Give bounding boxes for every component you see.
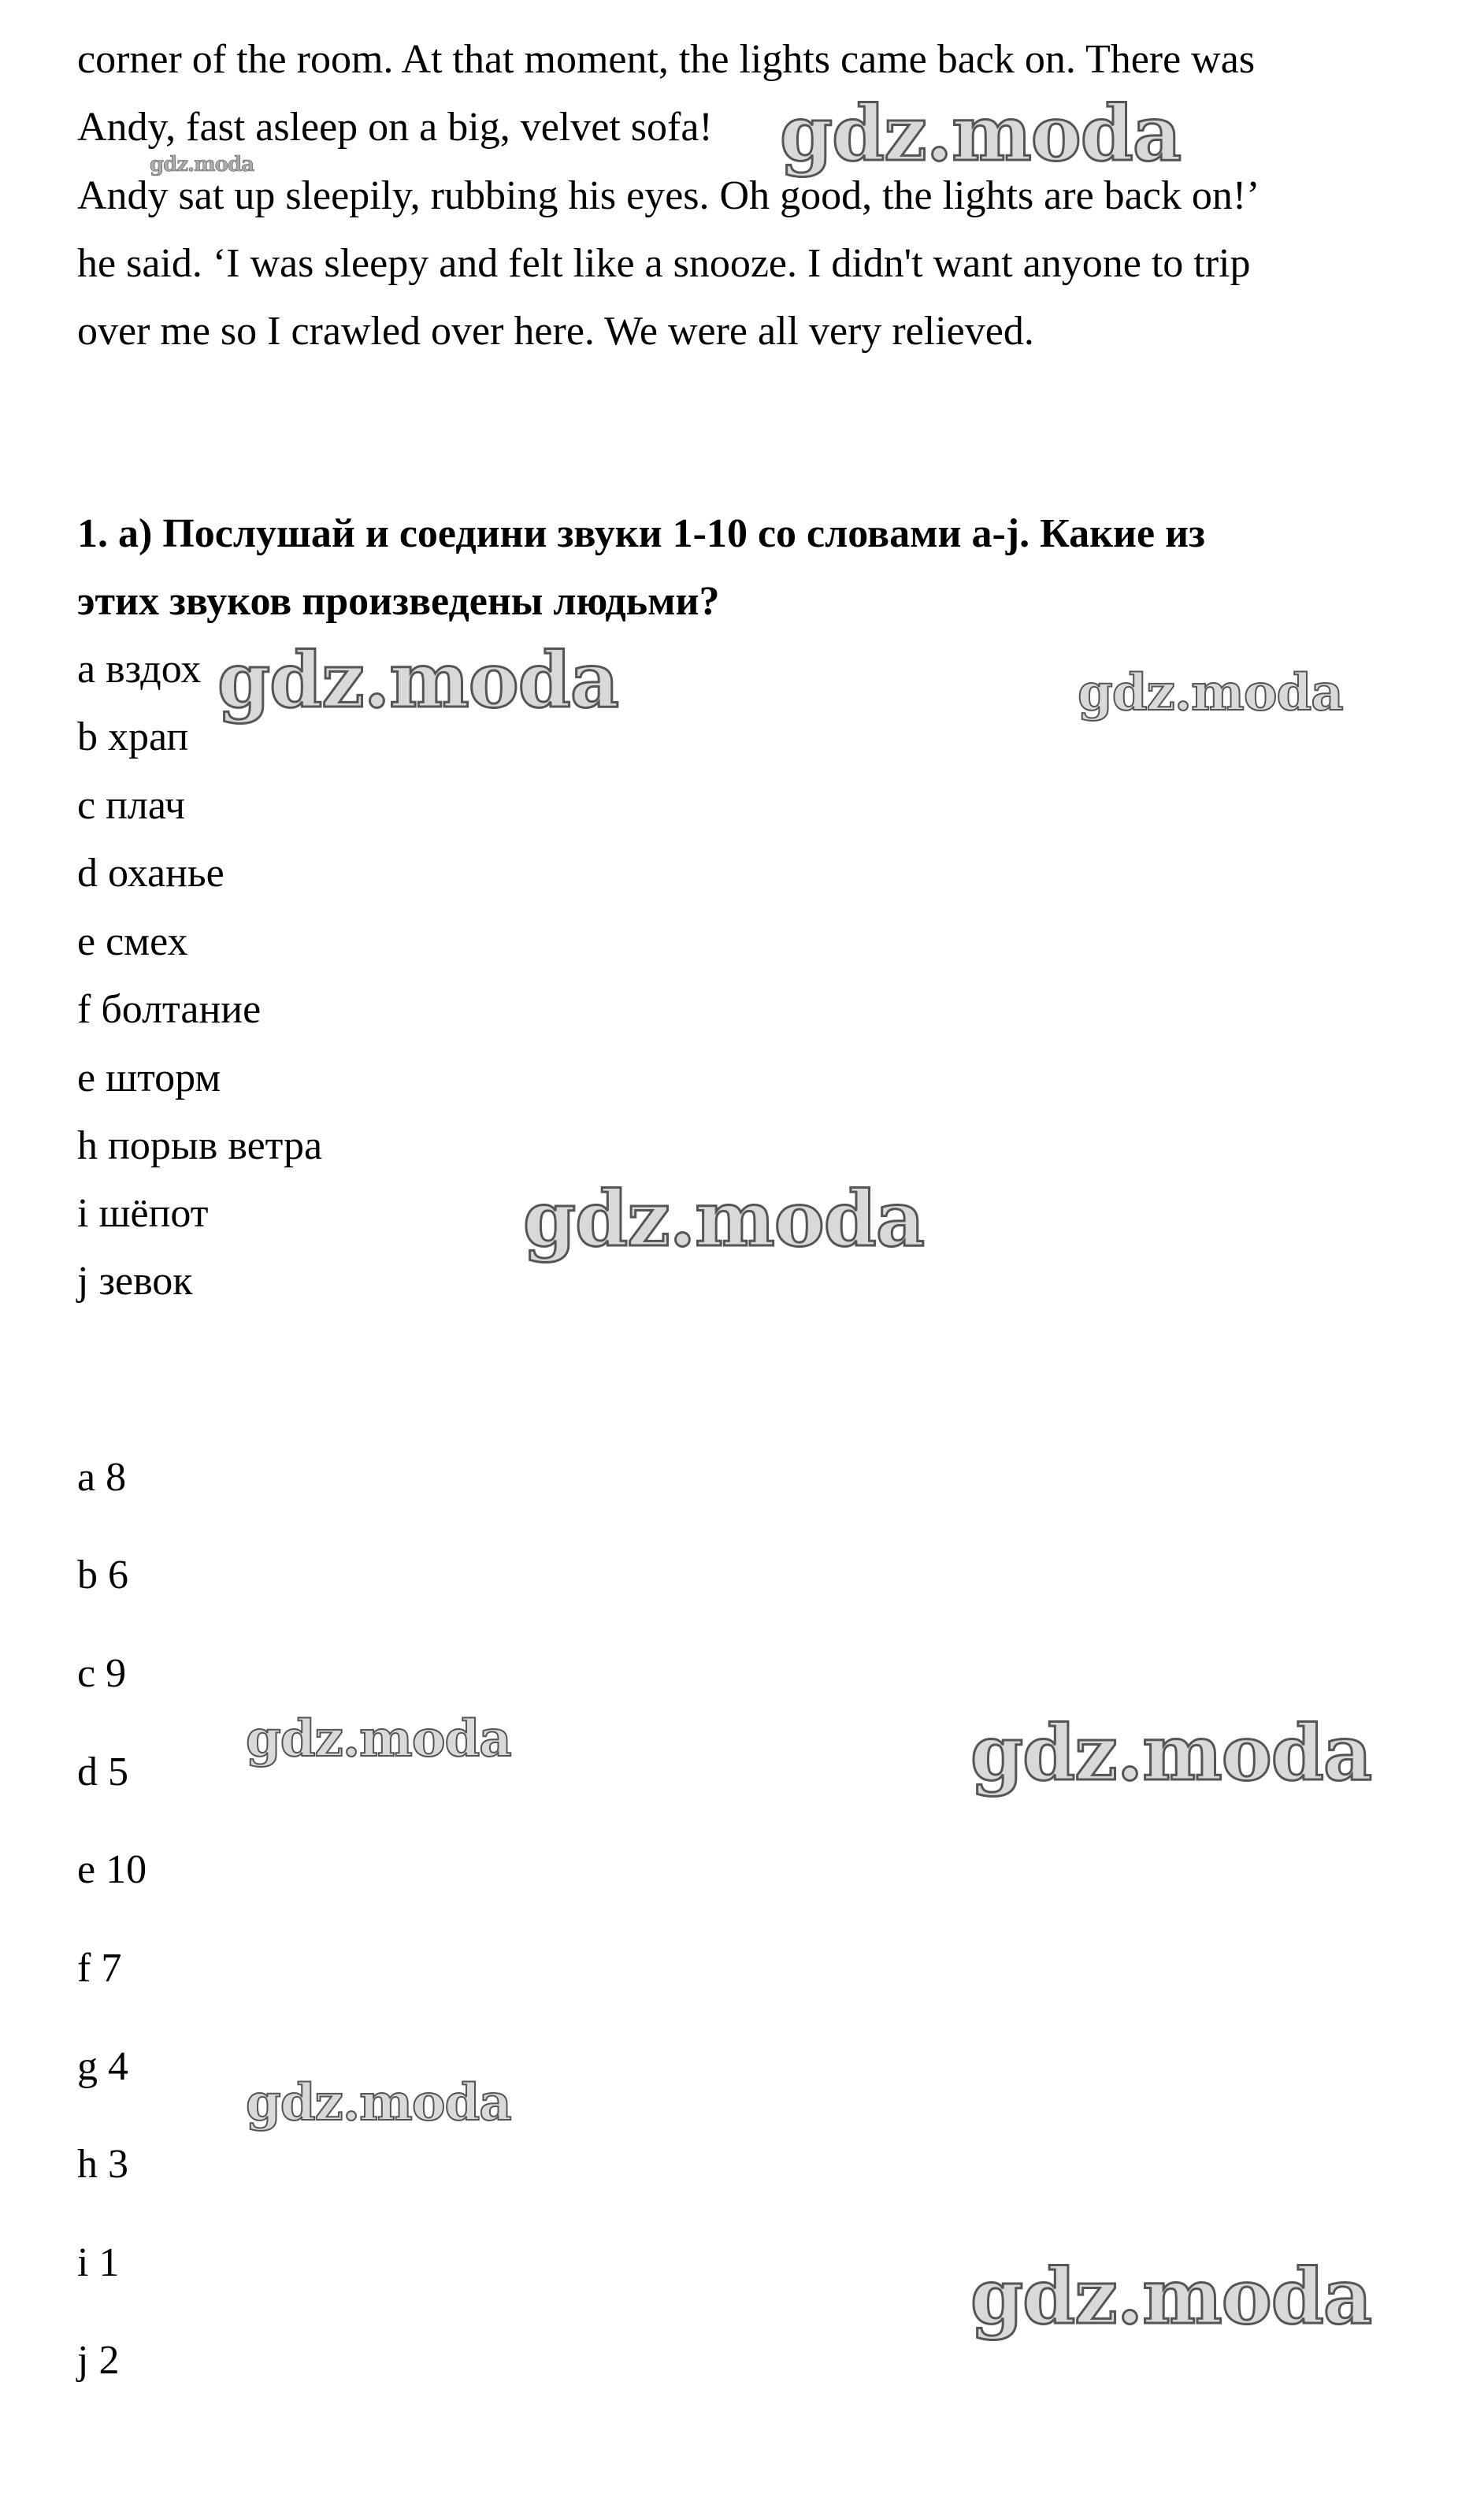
answer-item: g 4 [77,2044,128,2089]
answer-item: d 5 [77,1750,128,1794]
story-line-5: over me so I crawled over here. We were all very relieved. [77,309,1034,354]
vocab-item: h порыв ветра [77,1123,323,1168]
answer-item: f 7 [77,1946,122,1991]
watermark: gdz.moda [970,1709,1372,1798]
watermark: gdz.moda [1078,663,1343,722]
answer-item: j 2 [77,2338,120,2383]
watermark: gdz.moda [970,2252,1372,2341]
watermark: gdz.moda [246,1709,511,1768]
vocab-item: d оханье [77,851,224,896]
watermark: gdz.moda [150,153,254,176]
story-line-2: Andy, fast asleep on a big, velvet sofa! [77,105,713,150]
watermark: gdz.moda [246,2073,511,2132]
vocab-item: a вздох [77,647,202,692]
vocab-item: j зевок [77,1259,193,1304]
story-line-1: corner of the room. At that moment, the lights came back on. There was [77,37,1256,82]
story-line-3: Andy sat up sleepily, rubbing his eyes. Oh good, the lights are back on!’ [77,173,1260,218]
answer-item: h 3 [77,2142,128,2187]
story-line-4: he said. ‘I was sleepy and felt like a snooze. I didn't want anyone to trip [77,241,1251,286]
exercise-heading-line-2: этих звуков произведены людьми? [77,579,720,624]
vocab-item: i шёпот [77,1191,209,1236]
answer-item: a 8 [77,1455,127,1500]
vocab-item: c плач [77,783,186,828]
answer-item: c 9 [77,1651,127,1696]
exercise-heading-line-1: 1. a) Послушай и соедини звуки 1-10 со словами a-j. Какие из [77,511,1205,556]
vocab-item: b храп [77,714,189,759]
vocab-item: e смех [77,919,188,964]
answer-item: i 1 [77,2240,120,2285]
watermark: gdz.moda [523,1174,925,1263]
vocab-item: f болтание [77,987,262,1032]
vocab-item: e шторм [77,1056,221,1100]
watermark: gdz.moda [217,636,619,725]
answer-item: e 10 [77,1847,147,1892]
watermark: gdz.moda [780,89,1182,178]
answer-item: b 6 [77,1553,128,1597]
